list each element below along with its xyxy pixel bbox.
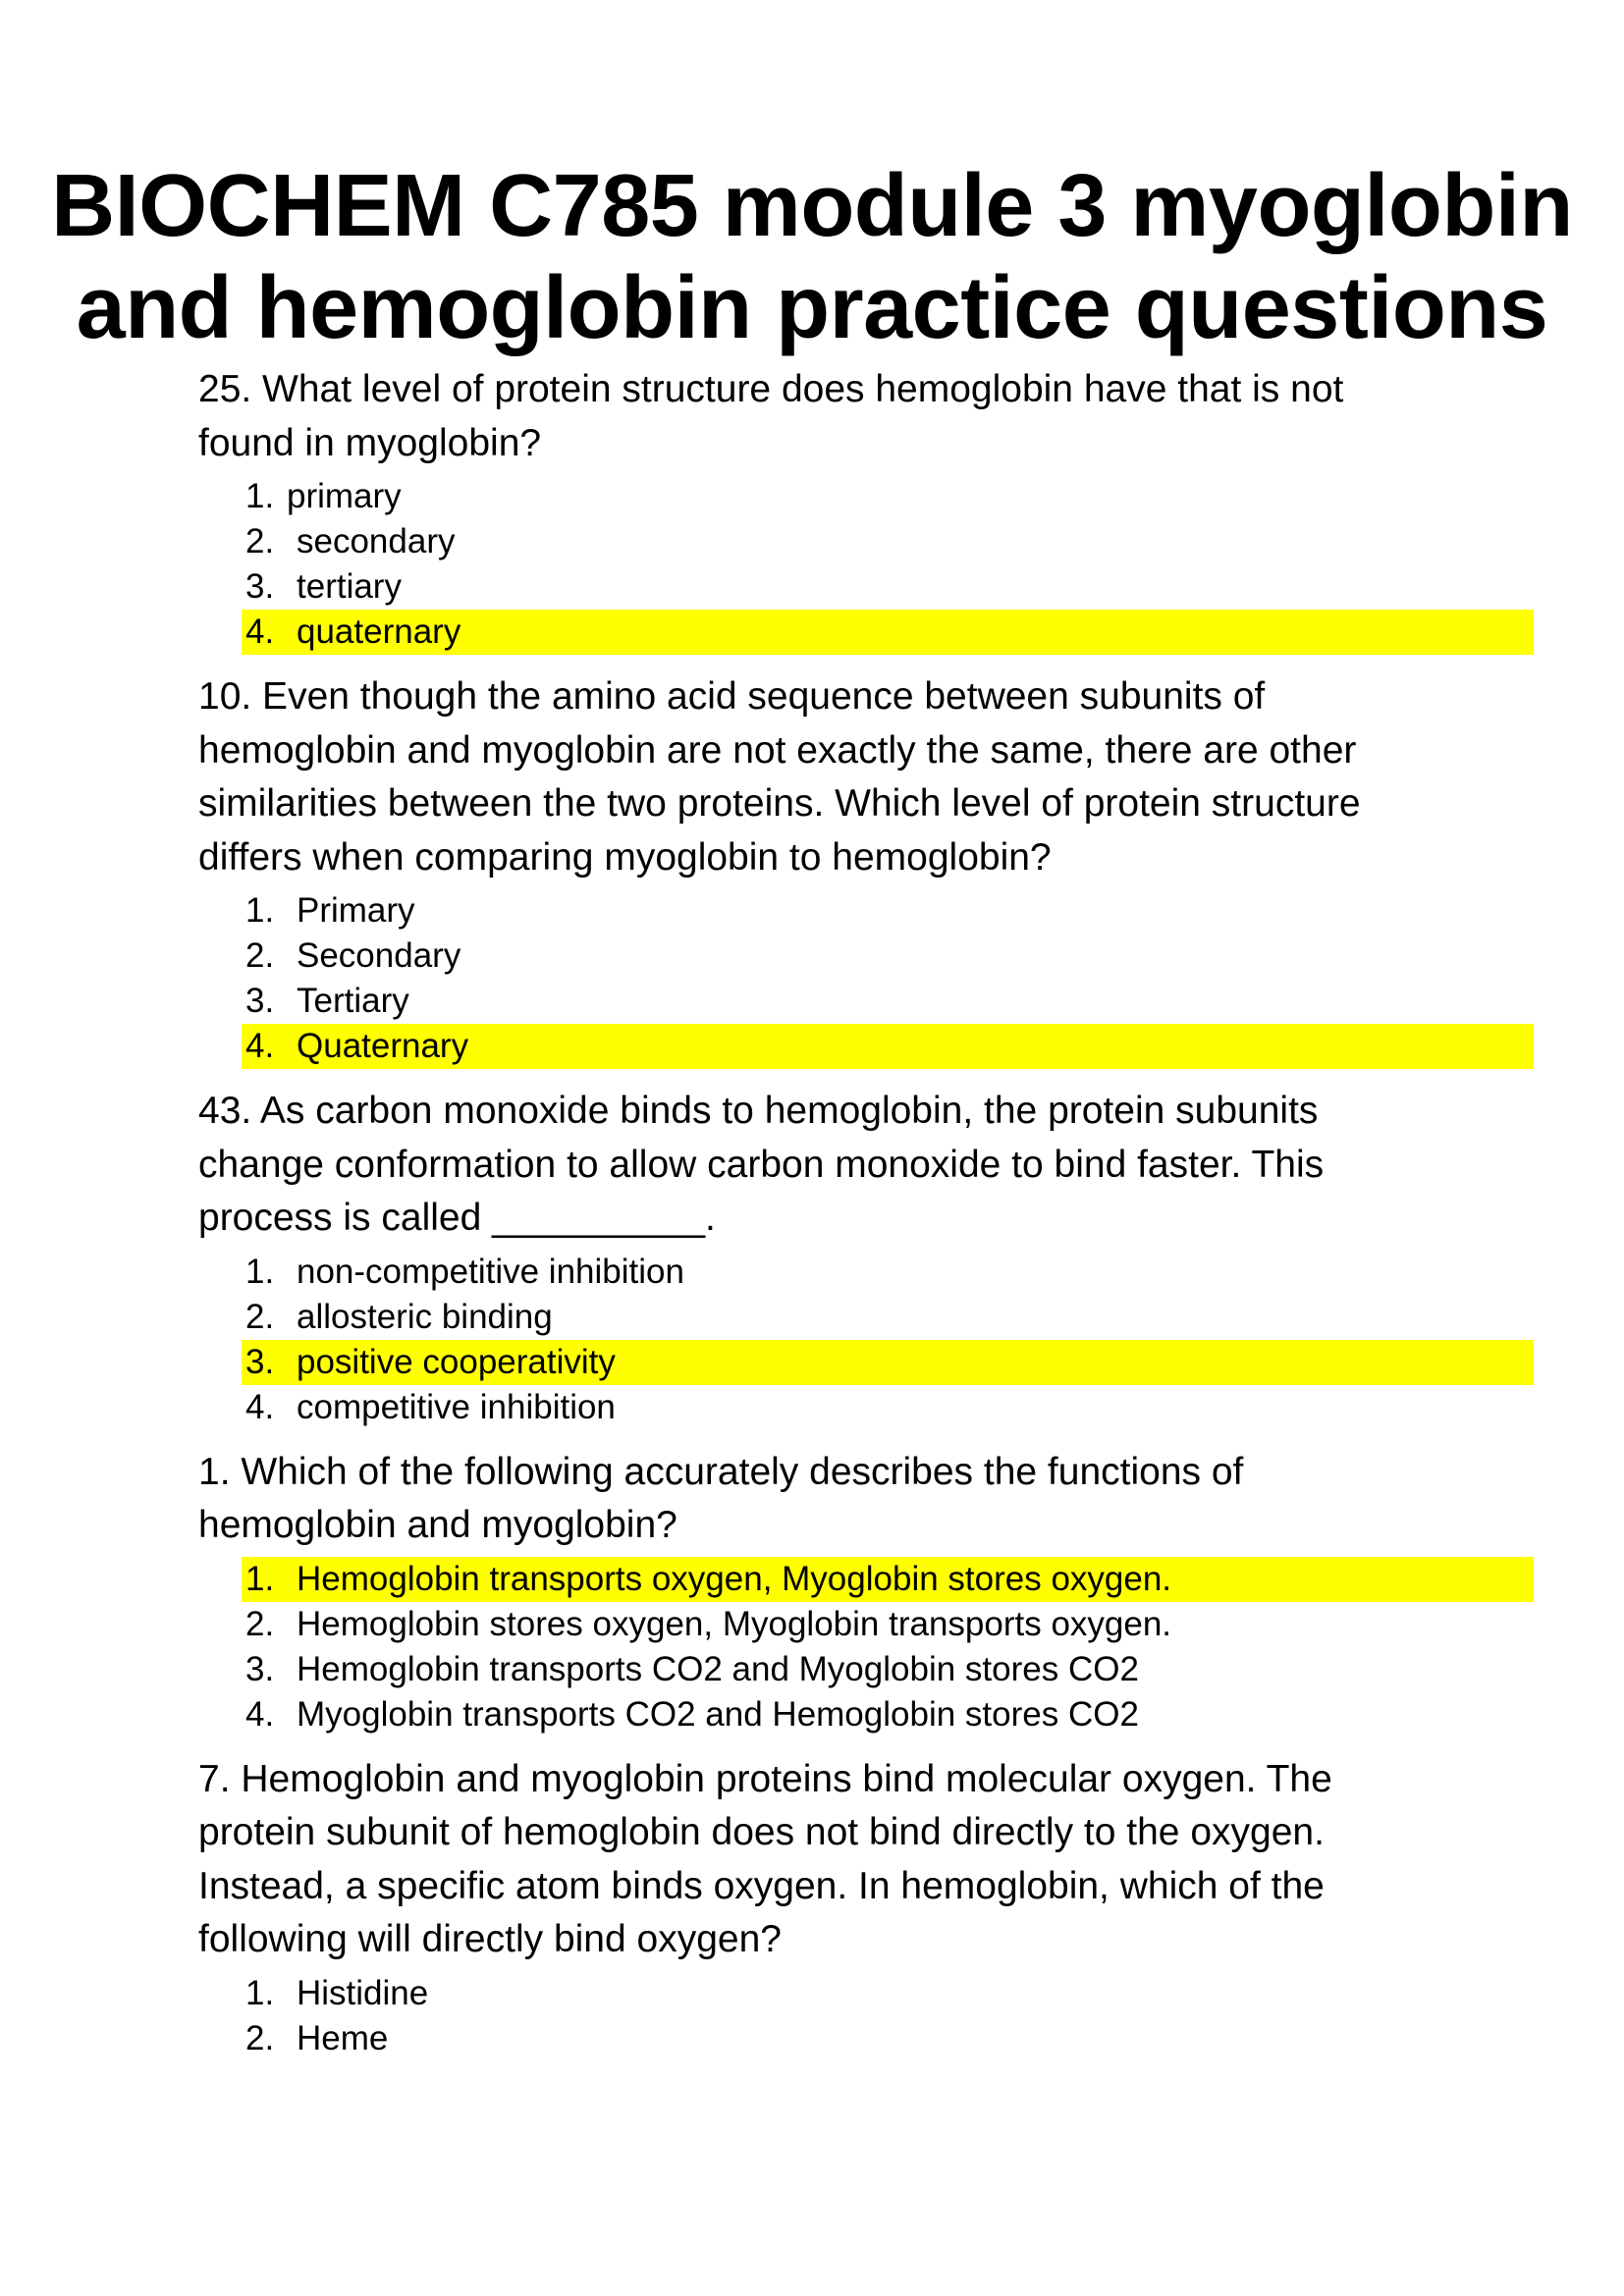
option-number: 1.: [245, 1973, 275, 2012]
answer-option: [198, 1295, 1534, 1340]
answer-option-highlighted: [242, 610, 1534, 655]
option-number: 2.: [245, 936, 275, 975]
option-number: 1.: [245, 477, 275, 515]
option-number: 2.: [245, 2018, 275, 2057]
option-text: Hemoglobin stores oxygen, Myoglobin transports oxygen.: [297, 1604, 1172, 1643]
question-line: found in myoglobin?: [198, 421, 542, 464]
answer-option: [198, 979, 1534, 1024]
question-block: [198, 363, 1534, 655]
answer-option: [198, 2016, 1534, 2061]
answer-option-highlighted: [242, 1340, 1534, 1385]
option-number: 1.: [245, 1252, 275, 1291]
option-text: Heme: [297, 2018, 389, 2057]
option-text: allosteric binding: [297, 1297, 553, 1336]
title-line-1: BIOCHEM C785 module 3 myoglobin: [51, 157, 1573, 255]
option-text: Tertiary: [297, 982, 409, 1020]
question-line: Instead, a specific atom binds oxygen. In hemoglobin, which of the: [198, 1864, 1325, 1907]
question-text: [198, 1085, 1534, 1246]
answer-options: [198, 1971, 1534, 2061]
option-text: Myoglobin transports CO2 and Hemoglobin stores CO2: [297, 1694, 1139, 1734]
title-line-2: and hemoglobin practice questions: [76, 259, 1548, 357]
option-number: 4.: [245, 1027, 275, 1065]
option-number: 4.: [245, 1694, 275, 1734]
answer-option: [198, 888, 1534, 934]
option-text: tertiary: [297, 567, 402, 606]
option-number: 2.: [245, 1604, 275, 1643]
question-line: process is called __________.: [198, 1197, 716, 1239]
question-line: 10. Even though the amino acid sequence between subunits of: [198, 675, 1266, 718]
answer-option: [198, 1250, 1534, 1295]
question-line: 7. Hemoglobin and myoglobin proteins bind molecular oxygen. The: [198, 1757, 1332, 1800]
option-text: Secondary: [297, 936, 461, 975]
document-title: [0, 155, 1624, 359]
answer-option-highlighted: [242, 1557, 1534, 1602]
question-line: 1. Which of the following accurately describes the functions of: [198, 1450, 1244, 1493]
answer-option-highlighted: [242, 1024, 1534, 1069]
question-line: protein subunit of hemoglobin does not bind directly to the oxygen.: [198, 1811, 1325, 1853]
question-line: differs when comparing myoglobin to hemoglobin?: [198, 835, 1052, 879]
option-text: primary: [287, 477, 402, 515]
option-number: 1.: [245, 891, 275, 930]
question-text: [198, 1753, 1534, 1967]
option-text: Quaternary: [297, 1027, 469, 1065]
option-text: secondary: [297, 522, 456, 561]
question-line: 25. What level of protein structure does hemoglobin have that is not: [198, 368, 1344, 410]
answer-option: [198, 1971, 1534, 2016]
question-line: following will directly bind oxygen?: [198, 1918, 782, 1960]
answer-option: [198, 519, 1534, 564]
question-line: 43. As carbon monoxide binds to hemoglobin, the protein subunits: [198, 1090, 1319, 1132]
option-number: 4.: [245, 1387, 275, 1426]
question-block: [198, 1753, 1534, 2061]
option-text: Hemoglobin transports oxygen, Myoglobin stores oxygen.: [297, 1559, 1172, 1598]
option-number: 3.: [245, 982, 275, 1020]
option-text: Primary: [297, 891, 415, 930]
answer-option: [198, 1647, 1534, 1692]
question-line: similarities between the two proteins. Which level of protein structure: [198, 782, 1361, 825]
option-number: 2.: [245, 1297, 275, 1336]
option-number: 1.: [245, 1559, 275, 1598]
answer-option: [198, 474, 1534, 519]
question-block: [198, 1446, 1534, 1737]
answer-option: [198, 934, 1534, 979]
option-number: 4.: [245, 613, 275, 651]
option-text: non-competitive inhibition: [297, 1252, 684, 1291]
option-text: competitive inhibition: [297, 1387, 616, 1426]
option-text: Hemoglobin transports CO2 and Myoglobin stores CO2: [297, 1649, 1139, 1688]
option-text: quaternary: [297, 613, 461, 651]
question-block: [198, 1085, 1534, 1430]
question-line: hemoglobin and myoglobin are not exactly the same, there are other: [198, 728, 1357, 772]
question-text: [198, 363, 1534, 470]
option-text: positive cooperativity: [297, 1342, 616, 1381]
question-list: [198, 363, 1534, 2077]
answer-option: [198, 564, 1534, 610]
answer-options: [198, 1557, 1534, 1737]
answer-option: [198, 1602, 1534, 1647]
question-line: hemoglobin and myoglobin?: [198, 1504, 677, 1546]
question-text: [198, 670, 1534, 884]
answer-options: [198, 1250, 1534, 1430]
option-number: 3.: [245, 567, 275, 606]
answer-option: [198, 1385, 1534, 1430]
option-text: Histidine: [297, 1973, 429, 2012]
question-line: change conformation to allow carbon monoxide to bind faster. This: [198, 1143, 1325, 1186]
answer-option: [198, 1692, 1534, 1737]
option-number: 3.: [245, 1342, 275, 1381]
question-text: [198, 1446, 1534, 1553]
option-number: 3.: [245, 1649, 275, 1688]
option-number: 2.: [245, 522, 275, 561]
answer-options: [198, 888, 1534, 1069]
answer-options: [198, 474, 1534, 655]
question-block: [198, 670, 1534, 1069]
